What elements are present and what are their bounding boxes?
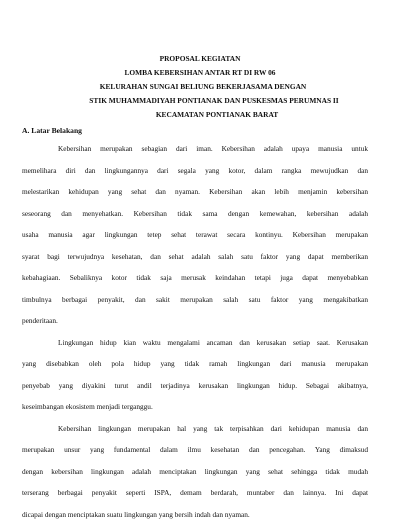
text-line: usaha manusia agar lingkungan tetep sehat terawat secara kontinyu. Kebersihan merupakan xyxy=(22,224,368,246)
text-line: Kebersihan merupakan sebagian dari iman. Kebersihan adalah upaya manusia untuk xyxy=(22,138,368,160)
text-line: dengan kebersihan lingkungan adalah menciptakan lingkungan yang sehat sehingga tidak mudah xyxy=(22,461,368,483)
text-line: terserang berbagai penyakit seperti ISPA, demam berdarah, muntaber dan lainnya. Ini dapat xyxy=(22,482,368,504)
text-line: syarat bagi terwujudnya kesehatan, dan sehat adalah salah satu faktor yang dapat memberikan xyxy=(22,246,368,268)
text-line: kebahagiaan. Sebaliknya kotor tidak saja merusak keindahan tetapi juga dapat menyebabkan xyxy=(22,267,368,289)
title-line: PROPOSAL KEGIATAN xyxy=(0,52,400,66)
text-line: yang disebabkan oleh pola hidup yang tidak ramah lingkungan dari manusia merupakan xyxy=(22,353,368,375)
paragraph xyxy=(22,418,368,525)
text-line: penderitaan. xyxy=(22,310,368,332)
text-line: keseimbangan ekosistem menjadi terganggu. xyxy=(22,396,368,418)
title-line: STIK MUHAMMADIYAH PONTIANAK DAN PUSKESMAS PERUMNAS II xyxy=(0,94,400,108)
text-line: seseorang dan menyehatkan. Kebersihan tidak sama dengan kemewahan, kebersihan adalah xyxy=(22,203,368,225)
paragraph xyxy=(22,332,368,418)
paragraph xyxy=(22,138,368,332)
body-text xyxy=(22,138,368,525)
text-line: timbulnya berbagai penyakit, dan sakit merupakan salah satu faktor yang mengakibatkan xyxy=(22,289,368,311)
text-line: penyebab yang diyakini turut andil terjadinya kerusakan lingkungan hidup. Sebagai akibatnya, xyxy=(22,375,368,397)
text-line: memelihara diri dan lingkungannya dari segala yang kotor, dalam rangka mewujudkan dan xyxy=(22,160,368,182)
title-line: KECAMATAN PONTIANAK BARAT xyxy=(0,108,400,122)
section-heading: A. Latar Belakang xyxy=(22,125,82,137)
text-line: dicapai dengan menciptakan suatu lingkungan yang bersih indah dan nyaman. xyxy=(22,504,368,525)
text-line: melestarikan kehidupan yang sehat dan nyaman. Kebersihan akan lebih menjamin kebersihan xyxy=(22,181,368,203)
proposal-title-block xyxy=(0,52,400,122)
text-line: Kebersihan lingkungan merupakan hal yang tak terpisahkan dari kehidupan manusia dan xyxy=(22,418,368,440)
title-line: KELURAHAN SUNGAI BELIUNG BEKERJASAMA DENGAN xyxy=(0,80,400,94)
text-line: merupakan unsur yang fundamental dalam ilmu kesehatan dan pencegahan. Yang dimaksud xyxy=(22,439,368,461)
text-line: Lingkungan hidup kian waktu mengalami ancaman dan kerusakan setiap saat. Kerusakan xyxy=(22,332,368,354)
title-line: LOMBA KEBERSIHAN ANTAR RT DI RW 06 xyxy=(0,66,400,80)
